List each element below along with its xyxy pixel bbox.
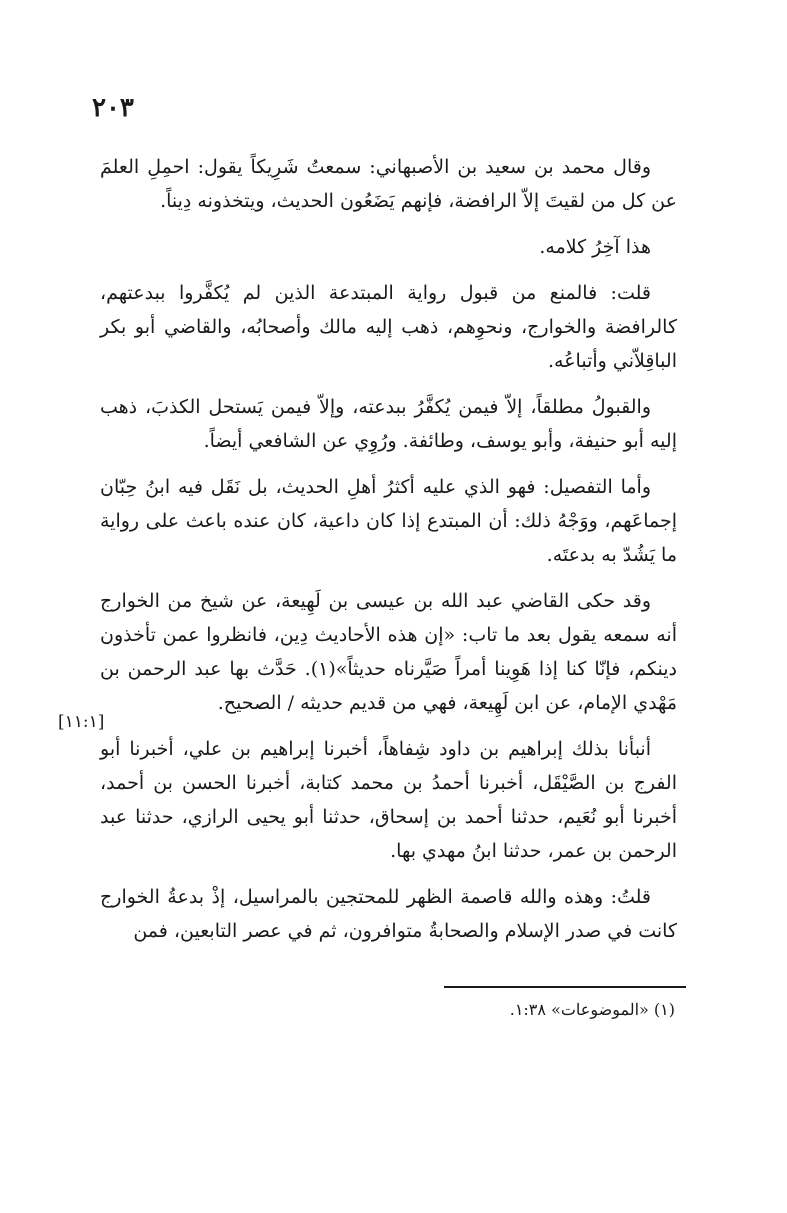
paragraph: هذا آخِرُ كلامه. (539, 236, 651, 258)
paragraph: وأما التفصيل: فهو الذي عليه أكثرُ أهلِ الحديث، بل نَقَل فيه ابنُ حِبّان إجماعَهم، ووَجْهُ ذلك: أن المبتدع إذا كان داعية، كان عنده باعث على رواية ما يَشُدّ به بدعتَه. (100, 476, 677, 566)
paragraph: قلت: فالمنع من قبول رواية المبتدعة الذين لم يُكفَّروا ببدعتهم، كالرافضة والخوارج، ونحوِهم، ذهب إليه مالك وأصحابُه، والقاضي أبو بكر الباقِلاّني وأتباعُه. (100, 282, 677, 372)
paragraph: أنبأنا بذلك إبراهيم بن داود شِفاهاً، أخبرنا إبراهيم بن علي، أخبرنا أبو الفرج بن الصَّيْقَل، أخبرنا أحمدُ بن محمد كتابة، أخبرنا الحسن بن أحمد، أخبرنا أبو نُعَيم، حدثنا أحمد بن إسحاق، حدثنا أبو يحيى الرازي، حدثنا عبد الرحمن بن عمر، حدثنا ابنُ مهدي بها. (100, 738, 677, 862)
paragraph: والقبولُ مطلقاً، إلاّ فيمن يُكفَّرُ ببدعته، وإلاّ فيمن يَستحل الكذبَ، ذهب إليه أبو حنيفة، وأبو يوسف، وطائفة. ورُوِي عن الشافعي أيضاً. (100, 396, 677, 452)
footnote-divider (444, 986, 686, 988)
paragraph: وقد حكى القاضي عبد الله بن عيسى بن لَهِيعة، عن شيخ من الخوارج أنه سمعه يقول بعد ما تاب: «إن هذه الأحاديث دِين، فانظروا عمن تأخذون دينكم، فإنّا كنا إذا هَوِينا أمراً صَيَّرناه حديثاً»(١). حَدَّث بها عبد الرحمن بن مَهْدي الإمام، عن ابن لَهِيعة، فهي من قديم حديثه / الصحيح. (100, 590, 677, 714)
page-number: ٢٠٣ (92, 93, 134, 123)
body-text (100, 150, 677, 960)
footnote: (١) «الموضوعات» ١:٣٨. (509, 1000, 675, 1019)
margin-reference: [١١:١] (58, 712, 105, 732)
paragraph: قلتُ: وهذه والله قاصمة الظهر للمحتجين بالمراسيل، إذْ بدعةُ الخوارج كانت في صدر الإسلام والصحابةُ متوافرون، ثم في عصر التابعين، فمن (100, 886, 677, 942)
paragraph: وقال محمد بن سعيد بن الأصبهاني: سمعتُ شَرِيكاً يقول: احمِلِ العلمَ عن كل من لقيتَ إلاّ الرافضة، فإنهم يَضَعُون الحديث، ويتخذونه دِيناً. (100, 156, 677, 212)
